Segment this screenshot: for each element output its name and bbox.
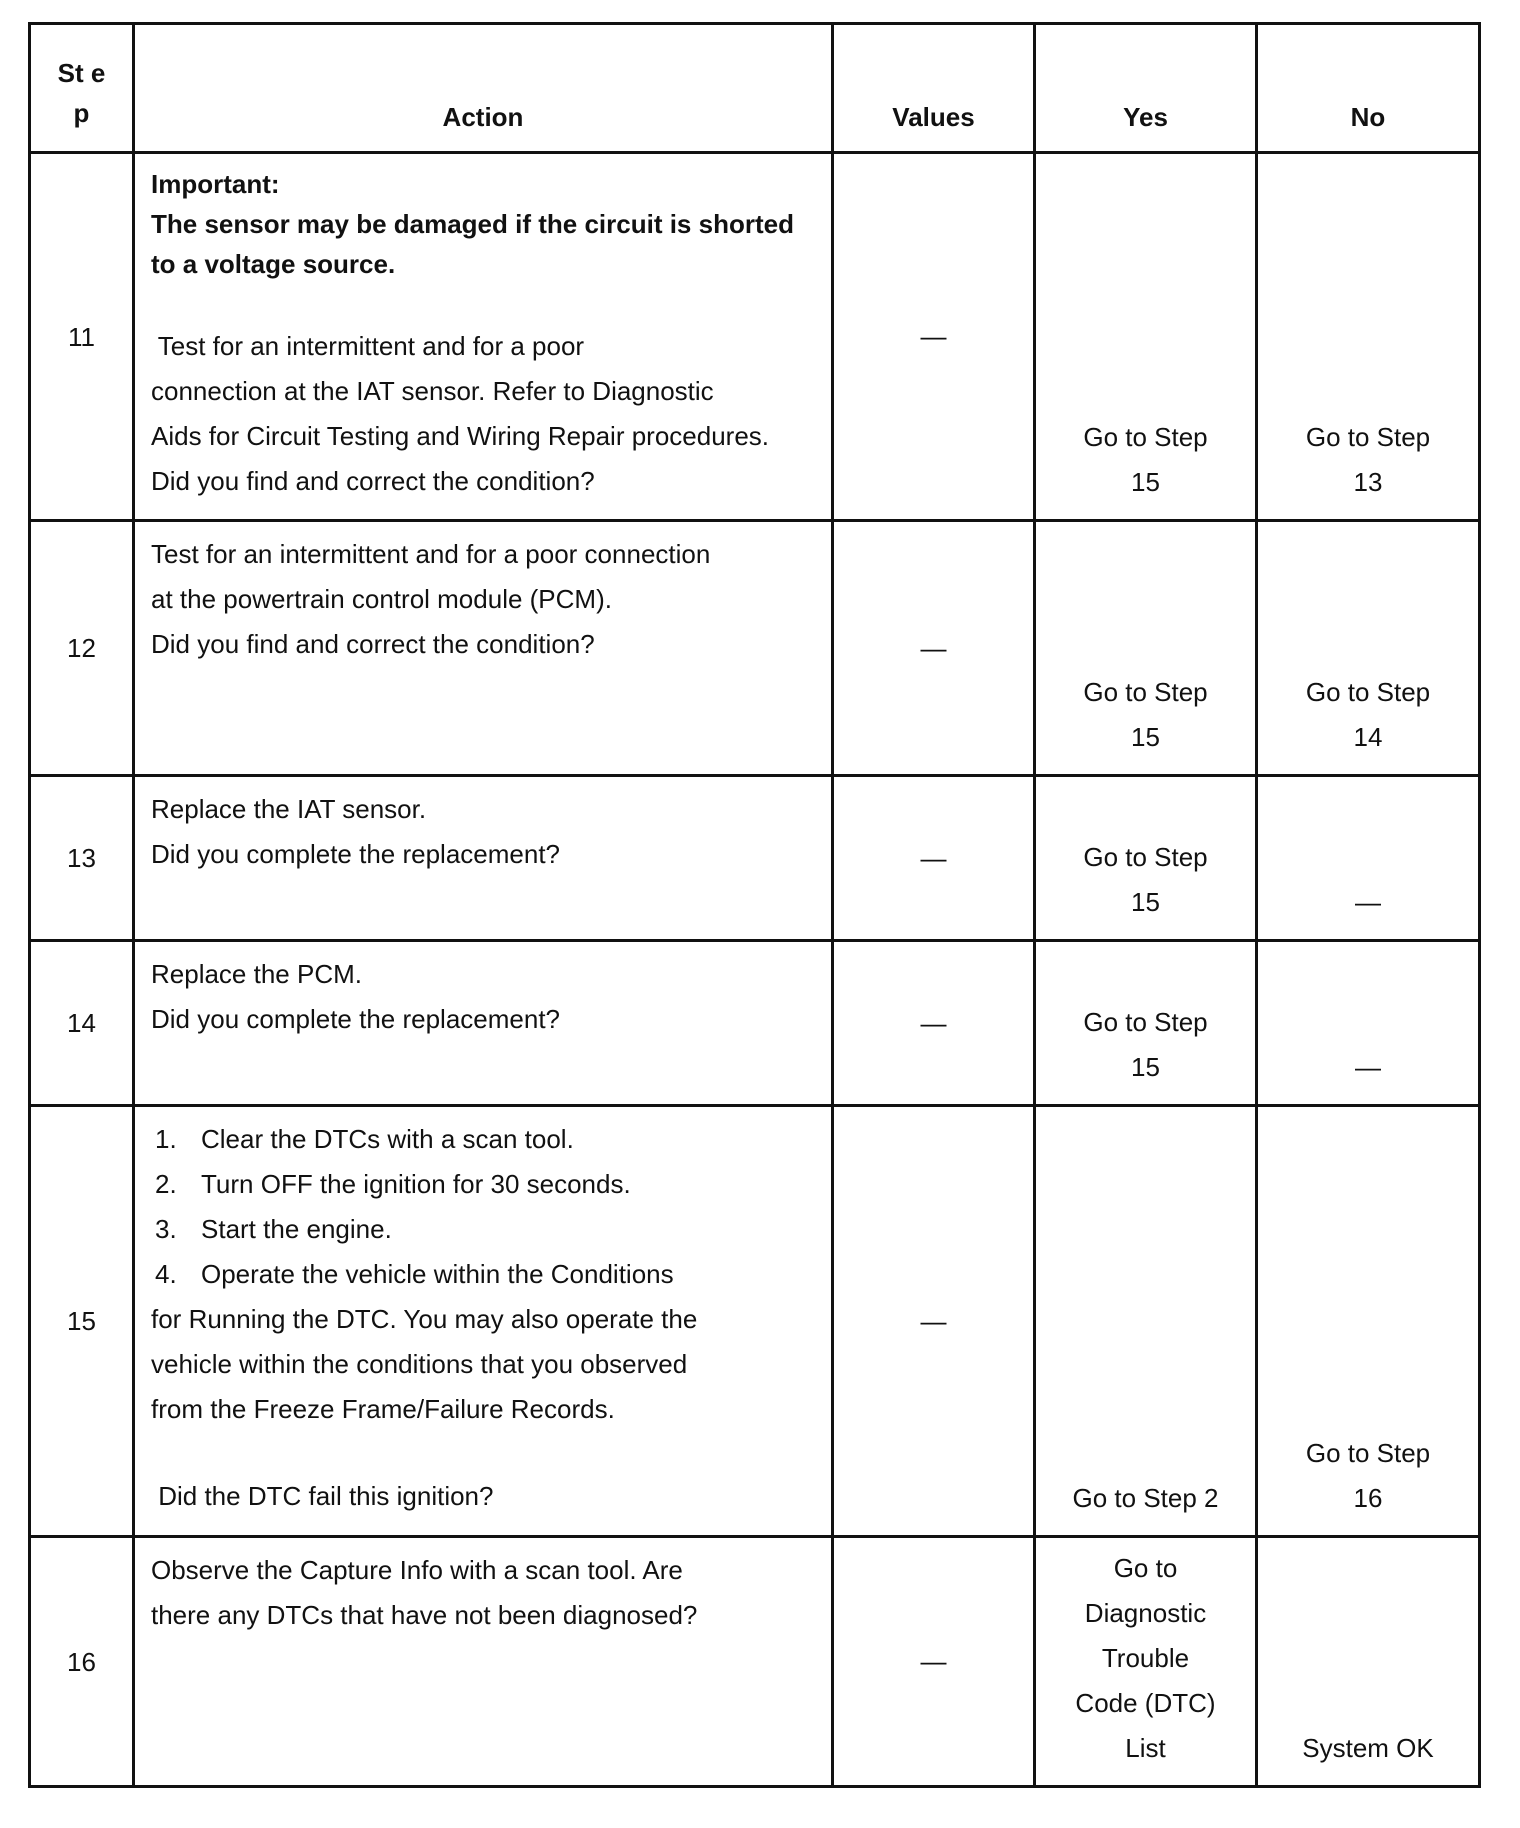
important-label: Important:	[151, 169, 280, 199]
step-number: 13	[30, 776, 134, 941]
yes-line: Code (DTC)	[1075, 1688, 1216, 1718]
no-cell	[1257, 1537, 1480, 1787]
header-no: No	[1257, 24, 1480, 153]
no-line: —	[1355, 1052, 1381, 1082]
yes-line: Go to	[1113, 1553, 1178, 1583]
table-row	[30, 776, 1480, 941]
list-item	[151, 1207, 817, 1252]
yes-line: 15	[1131, 722, 1160, 752]
action-line: from the Freeze Frame/Failure Records.	[151, 1394, 615, 1424]
list-text: Clear the DTCs with a scan tool.	[201, 1124, 574, 1154]
yes-cell	[1035, 941, 1257, 1106]
action-line: Did you complete the replacement?	[151, 839, 561, 869]
action-line: there any DTCs that have not been diagnosed?	[151, 1600, 698, 1630]
list-text: Start the engine.	[201, 1214, 392, 1244]
header-action: Action	[134, 24, 833, 153]
values-cell: —	[833, 941, 1035, 1106]
no-cell	[1257, 153, 1480, 521]
action-line: connection at the IAT sensor. Refer to Diagnostic	[151, 376, 714, 406]
action-cell	[134, 153, 833, 521]
yes-cell	[1035, 1106, 1257, 1537]
values-cell: —	[833, 1106, 1035, 1537]
no-line: 16	[1353, 1483, 1383, 1513]
yes-line: Go to Step	[1083, 677, 1208, 707]
table-row	[30, 1537, 1480, 1787]
important-text: The sensor may be damaged if the circuit is shorted to a voltage source.	[151, 209, 794, 279]
action-line: Did you find and correct the condition?	[151, 629, 595, 659]
action-line: for Running the DTC. You may also operate the	[151, 1304, 698, 1334]
yes-cell	[1035, 521, 1257, 776]
list-number: 2.	[155, 1169, 177, 1199]
no-line: —	[1355, 887, 1381, 917]
yes-line: List	[1125, 1733, 1166, 1763]
yes-line: Go to Step	[1083, 842, 1208, 872]
action-line: Test for an intermittent and for a poor	[151, 331, 585, 361]
action-cell	[134, 776, 833, 941]
no-line: 13	[1353, 467, 1383, 497]
yes-line: 15	[1131, 887, 1160, 917]
list-item	[151, 1252, 817, 1297]
header-step-label: St ep	[57, 58, 106, 128]
action-line: at the powertrain control module (PCM).	[151, 584, 612, 614]
yes-cell	[1035, 153, 1257, 521]
list-number: 3.	[155, 1214, 177, 1244]
no-line: Go to Step	[1305, 1438, 1431, 1468]
step-number: 11	[30, 153, 134, 521]
table-row	[30, 1106, 1480, 1537]
no-line: 14	[1353, 722, 1383, 752]
step-number: 12	[30, 521, 134, 776]
yes-line: Trouble	[1101, 1643, 1190, 1673]
action-line: Test for an intermittent and for a poor connection	[151, 539, 711, 569]
action-cell	[134, 941, 833, 1106]
list-item	[151, 1162, 817, 1207]
no-line: System OK	[1302, 1733, 1434, 1763]
action-line: Did you complete the replacement?	[151, 1004, 561, 1034]
table-row	[30, 941, 1480, 1106]
values-cell: —	[833, 521, 1035, 776]
table-row	[30, 521, 1480, 776]
action-cell	[134, 1106, 833, 1537]
action-line: Replace the IAT sensor.	[151, 794, 427, 824]
action-question: Did the DTC fail this ignition?	[151, 1481, 494, 1511]
yes-cell	[1035, 1537, 1257, 1787]
action-line: vehicle within the conditions that you observed	[151, 1349, 688, 1379]
header-yes: Yes	[1035, 24, 1257, 153]
values-cell: —	[833, 776, 1035, 941]
step-number: 14	[30, 941, 134, 1106]
action-line: Aids for Circuit Testing and Wiring Repair procedures.	[151, 421, 770, 451]
table-row	[30, 153, 1480, 521]
yes-cell	[1035, 776, 1257, 941]
no-line: Go to Step	[1305, 677, 1431, 707]
yes-line: Diagnostic	[1084, 1598, 1207, 1628]
no-cell	[1257, 1106, 1480, 1537]
step-number: 15	[30, 1106, 134, 1537]
no-cell	[1257, 776, 1480, 941]
no-cell	[1257, 521, 1480, 776]
list-number: 1.	[155, 1124, 177, 1154]
header-values: Values	[833, 24, 1035, 153]
action-line: Replace the PCM.	[151, 959, 362, 989]
list-text: Operate the vehicle within the Conditions	[201, 1259, 674, 1289]
diagnostic-table	[28, 22, 1481, 1788]
header-step	[30, 24, 134, 153]
step-number: 16	[30, 1537, 134, 1787]
values-cell: —	[833, 153, 1035, 521]
yes-line: 15	[1131, 467, 1160, 497]
list-number: 4.	[155, 1259, 177, 1289]
table-header-row	[30, 24, 1480, 153]
action-cell	[134, 1537, 833, 1787]
yes-line: Go to Step	[1083, 1007, 1208, 1037]
action-line: Observe the Capture Info with a scan tool. Are	[151, 1555, 683, 1585]
list-text: Turn OFF the ignition for 30 seconds.	[201, 1169, 631, 1199]
action-cell	[134, 521, 833, 776]
values-cell: —	[833, 1537, 1035, 1787]
yes-line: Go to Step 2	[1072, 1483, 1219, 1513]
list-item	[151, 1117, 817, 1162]
yes-line: 15	[1131, 1052, 1160, 1082]
yes-line: Go to Step	[1083, 422, 1208, 452]
diagnostic-table-page	[28, 22, 1478, 1788]
no-cell	[1257, 941, 1480, 1106]
action-line: Did you find and correct the condition?	[151, 466, 595, 496]
no-line: Go to Step	[1305, 422, 1431, 452]
